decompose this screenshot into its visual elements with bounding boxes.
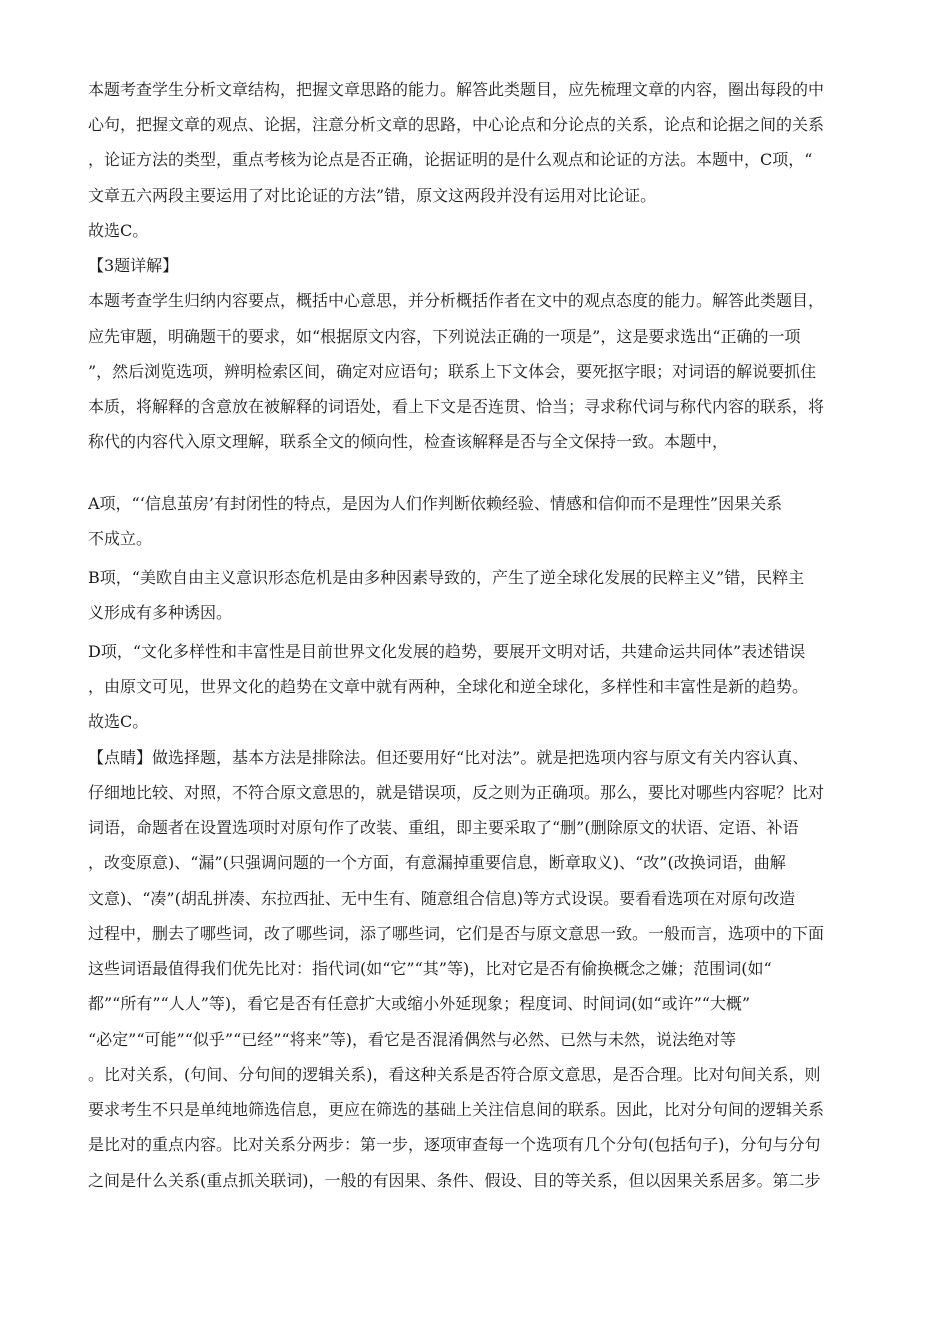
text-line: “必定”“可能”“似乎”“已经”“将来”等)，看它是否混淆偶然与必然、已然与未然，说法绝对等: [88, 1030, 737, 1049]
text-line: 文章五六两段主要运用了对比论证的方法”错，原文这两段并没有运用对比论证。: [88, 186, 657, 205]
text-line: 之间是什么关系(重点抓关联词)，一般的有因果、条件、假设、目的等关系，但以因果关系居多。第二步: [88, 1171, 821, 1190]
text-line: 。比对关系，(句间、分句间的逻辑关系)，看这种关系是否符合原文意思，是否合理。比对句间关系，则: [88, 1065, 821, 1084]
text-line: 心句，把握文章的观点、论据，注意分析文章的思路，中心论点和分论点的关系，论点和论据之间的关系: [88, 115, 825, 134]
text-line: ，由原文可见，世界文化的趋势在文章中就有两种，全球化和逆全球化，多样性和丰富性是新的趋势。: [88, 677, 809, 696]
text-line: 这些词语最值得我们优先比对：指代词(如“它”“其”等)，比对它是否有偷换概念之嫌；范围词(如“: [88, 959, 772, 978]
text-line: 要求考生不只是单纯地筛选信息，更应在筛选的基础上关注信息间的联系。因此，比对分句间的逻辑关系: [88, 1100, 825, 1119]
text-line: 称代的内容代入原文理解，联系全文的倾向性，检查该解释是否与全文保持一致。本题中，: [88, 432, 729, 451]
text-line: 故选C。: [88, 712, 149, 731]
text-line: 应先审题，明确题干的要求，如“根据原文内容，下列说法正确的一项是”，这是要求选出“正确的一项: [88, 327, 801, 346]
text-line: D项，“文化多样性和丰富性是目前世界文化发展的趋势，要展开文明对话，共建命运共同体”表述错误: [88, 642, 806, 661]
text-line: ”，然后浏览选项，辨明检索区间，确定对应语句；联系上下文体会，要死抠字眼；对词语的解说要抓住: [88, 362, 817, 381]
text-line: ，论证方法的类型，重点考核为论点是否正确，论据证明的是什么观点和论证的方法。本题中，C项，“: [88, 150, 813, 169]
text-line: 【点睛】做选择题，基本方法是排除法。但还要用好“比对法”。就是把选项内容与原文有关内容认真、: [88, 748, 809, 767]
text-line: 本题考查学生分析文章结构，把握文章思路的能力。解答此类题目，应先梳理文章的内容，圈出每段的中: [88, 80, 825, 99]
text-line: 本质，将解释的含意放在被解释的词语处，看上下文是否连贯、恰当；寻求称代词与称代内容的联系，将: [88, 397, 825, 416]
text-line: B项，“美欧自由主义意识形态危机是由多种因素导致的，产生了逆全球化发展的民粹主义”错，民粹主: [88, 568, 805, 587]
text-line: 不成立。: [88, 529, 153, 548]
text-line: 故选C。: [88, 221, 149, 240]
text-line: 仔细地比较、对照，不符合原文意思的，就是错误项，反之则为正确项。那么，要比对哪些内容呢？比对: [88, 783, 825, 802]
section-heading: 【3题详解】: [88, 256, 179, 275]
text-line: ，改变原意)、“漏”(只强调问题的一个方面，有意漏掉重要信息，断章取义)、“改”(改换词语，曲解: [88, 853, 786, 872]
text-line: 义形成有多种诱因。: [88, 603, 233, 622]
text-line: 文意)、“凑”(胡乱拼凑、东拉西扯、无中生有、随意组合信息)等方式设误。要看看选项在对原句改造: [88, 889, 796, 908]
text-line: 过程中，删去了哪些词，改了哪些词，添了哪些词，它们是否与原文意思一致。一般而言，选项中的下面: [88, 924, 825, 943]
text-line: 都”“所有”“人人”等)，看它是否有任意扩大或缩小外延现象；程度词、时间词(如“或许”“大概”: [88, 994, 751, 1013]
text-line: 词语，命题者在设置选项时对原句作了改装、重组，即主要采取了“删”(删除原文的状语、定语、补语: [88, 818, 799, 837]
text-line: 本题考查学生归纳内容要点，概括中心意思，并分析概括作者在文中的观点态度的能力。解答此类题目，: [88, 291, 825, 310]
text-line: A项，“‘信息茧房’有封闭性的特点，是因为人们作判断依赖经验、情感和信仰而不是理性”因果关系: [88, 494, 783, 513]
text-line: 是比对的重点内容。比对关系分两步：第一步，逐项审查每一个选项有几个分句(包括句子)，分句与分句: [88, 1135, 821, 1154]
